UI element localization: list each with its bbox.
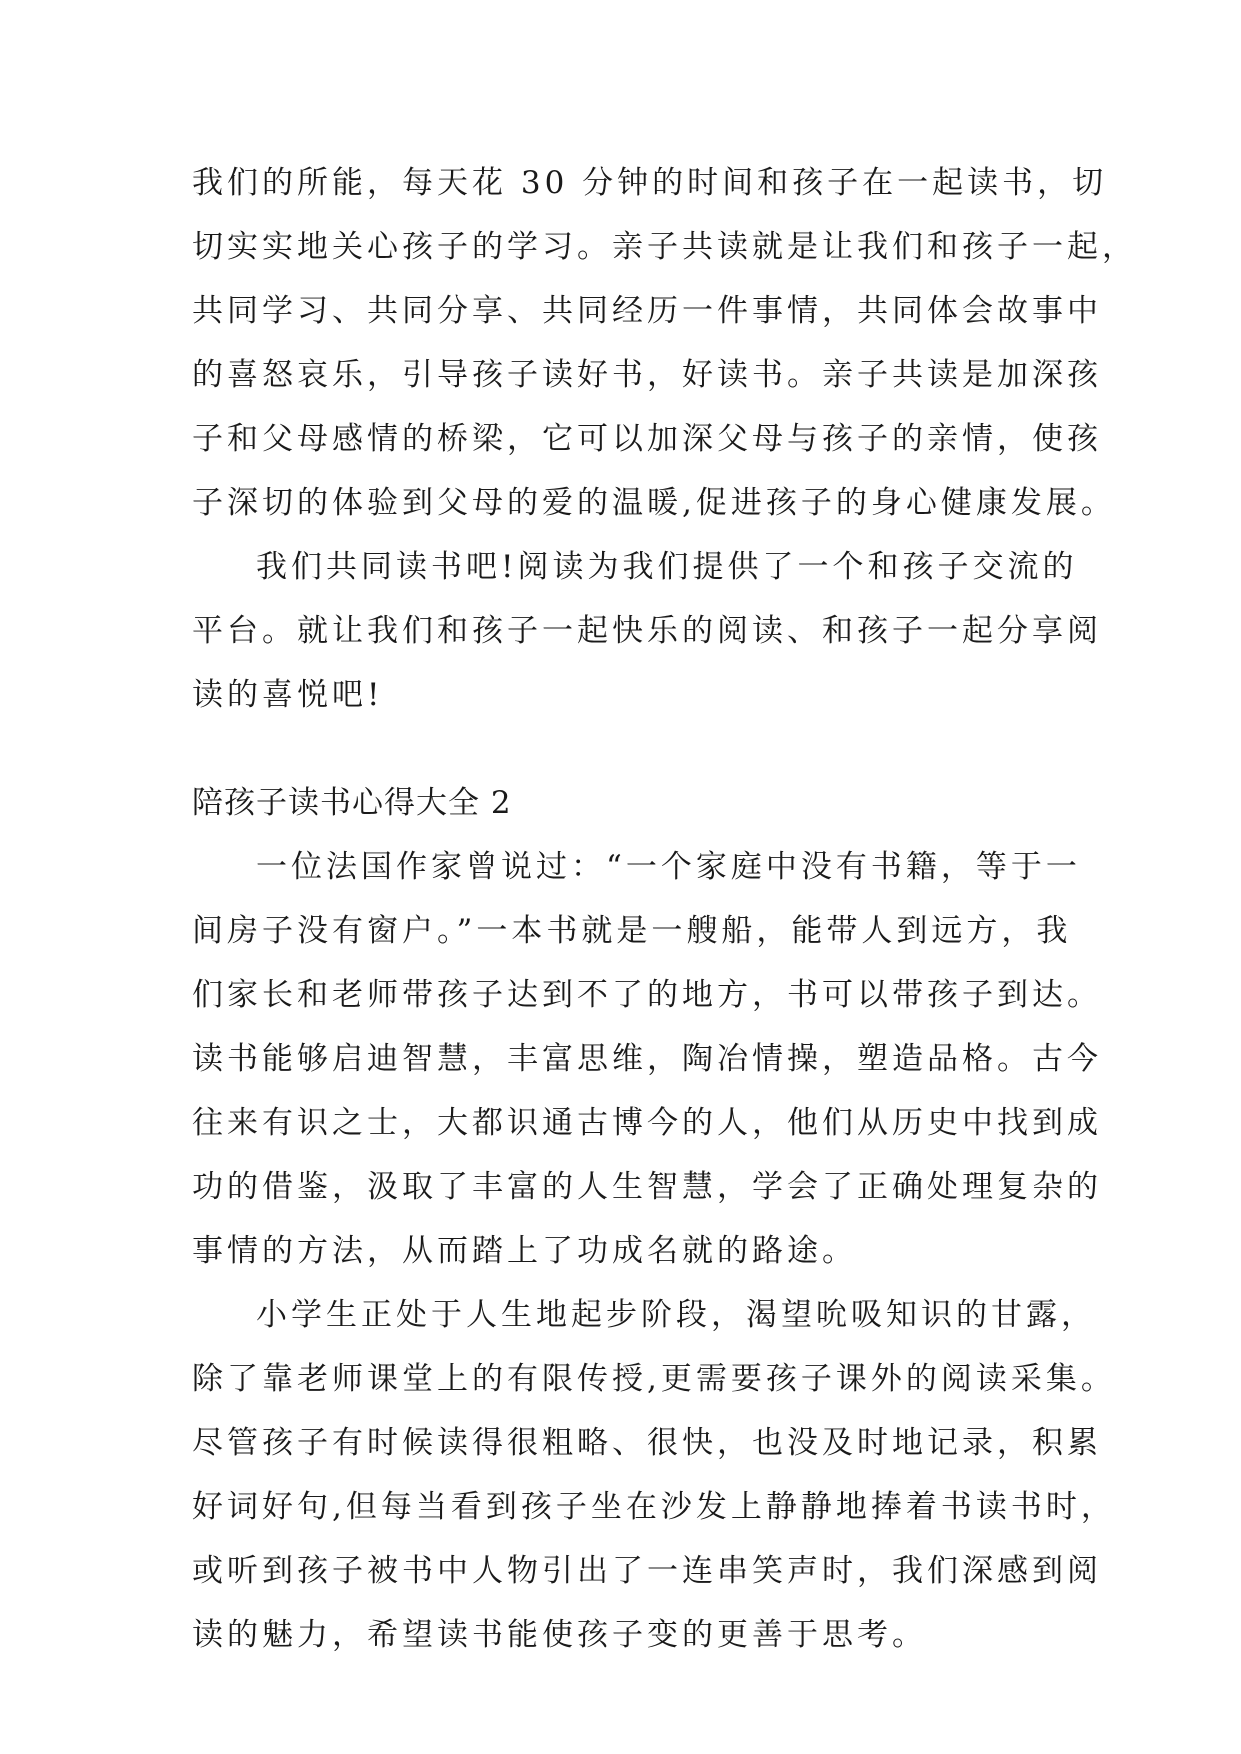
paragraph-line: 子和父母感情的桥梁，它可以加深父母与孩子的亲情，使孩 [192,421,1102,457]
paragraph-line: 的喜怒哀乐，引导孩子读好书，好读书。亲子共读是加深孩 [192,357,1102,393]
paragraph-line: 往来有识之士，大都识通古博今的人，他们从历史中找到成 [192,1105,1102,1141]
paragraph-line: 除了靠老师课堂上的有限传授,更需要孩子课外的阅读采集。 [192,1361,1116,1397]
paragraph-line: 读的魅力，希望读书能使孩子变的更善于思考。 [192,1617,927,1653]
paragraph-line: 功的借鉴，汲取了丰富的人生智慧，学会了正确处理复杂的 [192,1169,1102,1205]
paragraph-line: 一位法国作家曾说过：“一个家庭中没有书籍，等于一 [256,849,1081,885]
paragraph-line: 共同学习、共同分享、共同经历一件事情，共同体会故事中 [192,293,1102,329]
paragraph-line: 或听到孩子被书中人物引出了一连串笑声时，我们深感到阅 [192,1553,1102,1589]
paragraph-line: 好词好句,但每当看到孩子坐在沙发上静静地捧着书读书时， [192,1489,1116,1525]
paragraph-line: 读的喜悦吧! [192,677,384,713]
paragraph-line: 们家长和老师带孩子达到不了的地方，书可以带孩子到达。 [192,977,1102,1013]
paragraph-line: 尽管孩子有时候读得很粗略、很快，也没及时地记录，积累 [192,1425,1102,1461]
paragraph-line: 我们的所能，每天花 30 分钟的时间和孩子在一起读书，切 [192,165,1108,201]
section-heading: 陪孩子读书心得大全 2 [192,785,512,821]
paragraph-line: 间房子没有窗户。”一本书就是一艘船，能带人到远方，我 [192,913,1072,949]
paragraph-line: 切实实地关心孩子的学习。亲子共读就是让我们和孩子一起， [192,229,1137,265]
paragraph-line: 平台。就让我们和孩子一起快乐的阅读、和孩子一起分享阅 [192,613,1102,649]
paragraph-line: 事情的方法，从而踏上了功成名就的路途。 [192,1233,857,1269]
paragraph-line: 读书能够启迪智慧，丰富思维，陶冶情操，塑造品格。古今 [192,1041,1102,1077]
paragraph-line: 我们共同读书吧!阅读为我们提供了一个和孩子交流的 [256,549,1078,585]
paragraph-line: 子深切的体验到父母的爱的温暖,促进孩子的身心健康发展。 [192,485,1116,521]
paragraph-line: 小学生正处于人生地起步阶段，渴望吮吸知识的甘露， [256,1297,1096,1333]
